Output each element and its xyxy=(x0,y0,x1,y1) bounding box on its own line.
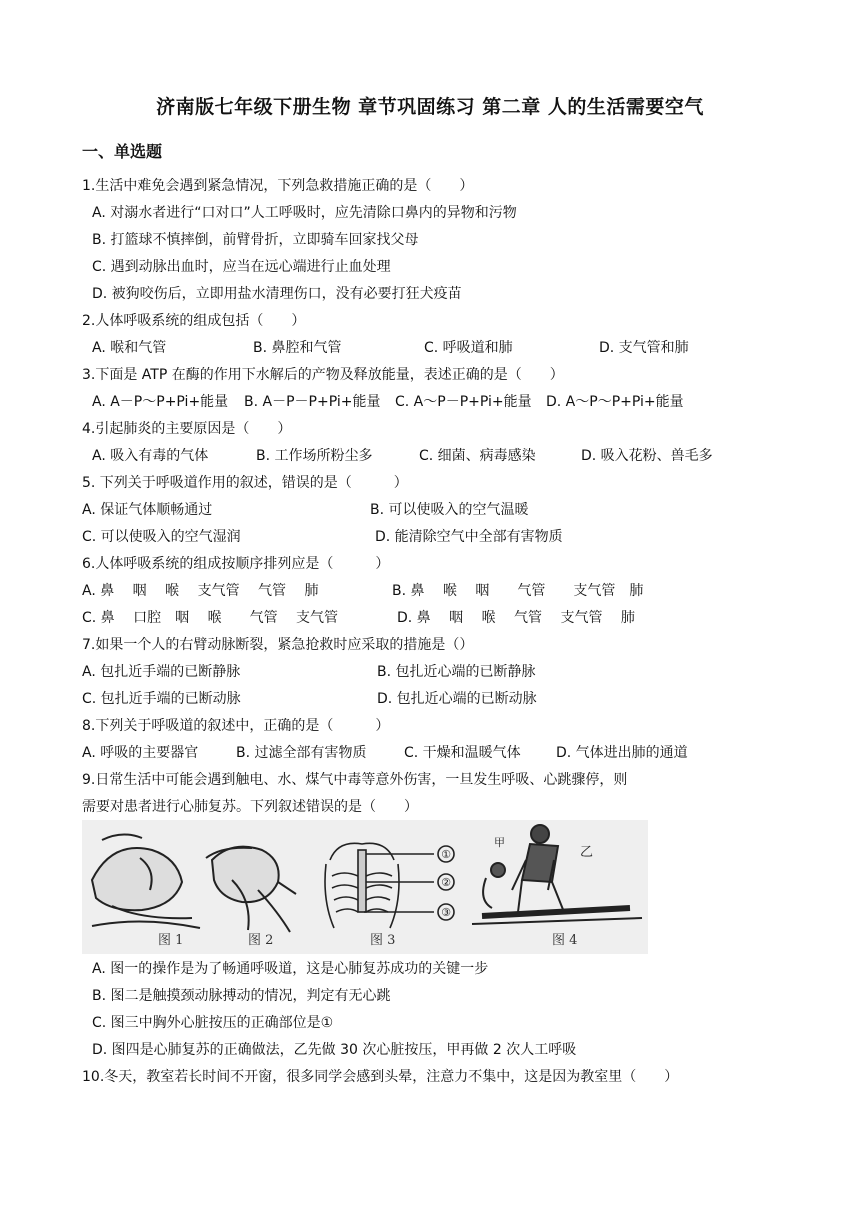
figure-caption-3: 图 3 xyxy=(370,933,396,948)
q2-options-row xyxy=(92,338,772,358)
q8-option-d: D. 气体进出肺的通道 xyxy=(556,745,688,761)
page-title: 济南版七年级下册生物 章节巩固练习 第二章 人的生活需要空气 xyxy=(156,96,704,118)
q2-option-a: A. 喉和气管 xyxy=(92,340,167,356)
q6-options-row-2 xyxy=(82,608,762,628)
cpr-illustration xyxy=(82,820,648,954)
figure-person-yi: 乙 xyxy=(580,845,594,860)
q8-option-c: C. 干燥和温暖气体 xyxy=(404,745,521,761)
q9-option-a: A. 图一的操作是为了畅通呼吸道，这是心肺复苏成功的关键一步 xyxy=(92,961,489,977)
q3-option-b: B. A－P－P+Pi+能量 xyxy=(244,394,381,410)
q7-option-d: D. 包扎近心端的已断动脉 xyxy=(377,691,537,707)
q2-option-b: B. 鼻腔和气管 xyxy=(253,340,342,356)
q6-option-b: B. 鼻 喉 咽 气管 支气管 肺 xyxy=(392,583,644,599)
q3-option-d: D. A～P～P+Pi+能量 xyxy=(546,394,684,410)
figure-caption-1: 图 1 xyxy=(158,933,184,948)
question-8-stem: 8.下列关于呼吸道的叙述中，正确的是（ ） xyxy=(82,718,390,734)
figure-caption-4: 图 4 xyxy=(552,933,578,948)
q5-options-row-1 xyxy=(82,500,762,520)
q8-option-a: A. 呼吸的主要器官 xyxy=(82,745,199,761)
q9-option-c: C. 图三中胸外心脏按压的正确部位是① xyxy=(92,1015,334,1031)
q9-option-b: B. 图二是触摸颈动脉搏动的情况，判定有无心跳 xyxy=(92,988,391,1004)
q5-option-d: D. 能清除空气中全部有害物质 xyxy=(375,529,563,545)
question-1-stem: 1.生活中难免会遇到紧急情况，下列急救措施正确的是（ ） xyxy=(82,178,474,194)
q5-options-row-2 xyxy=(82,527,762,547)
q6-option-c: C. 鼻 口腔 咽 喉 气管 支气管 xyxy=(82,610,339,626)
q5-option-c: C. 可以使吸入的空气湿润 xyxy=(82,529,241,545)
q7-options-row-2 xyxy=(82,689,762,709)
q3-option-c: C. A～P－P+Pi+能量 xyxy=(395,394,532,410)
q4-option-a: A. 吸入有毒的气体 xyxy=(92,448,209,464)
q6-option-d: D. 鼻 咽 喉 气管 支气管 肺 xyxy=(397,610,635,626)
question-9-stem-line-1: 9.日常生活中可能会遇到触电、水、煤气中毒等意外伤害，一旦发生呼吸、心跳骤停，则 xyxy=(82,772,628,788)
question-2-stem: 2.人体呼吸系统的组成包括（ ） xyxy=(82,313,306,329)
q4-option-b: B. 工作场所粉尘多 xyxy=(256,448,373,464)
question-9-stem-line-2: 需要对患者进行心肺复苏。下列叙述错误的是（ ） xyxy=(82,799,418,815)
figure-person-jia: 甲 xyxy=(494,836,505,849)
q6-option-a: A. 鼻 咽 喉 支气管 气管 肺 xyxy=(82,583,319,599)
q4-options-row xyxy=(92,446,772,466)
q7-options-row-1 xyxy=(82,662,762,682)
figure-marker-3: ③ xyxy=(441,906,451,919)
q6-options-row-1 xyxy=(82,581,762,601)
figure-caption-2: 图 2 xyxy=(248,933,274,948)
question-10-stem: 10.冬天，教室若长时间不开窗，很多同学会感到头晕，注意力不集中，这是因为教室里（ ） xyxy=(82,1069,679,1085)
q1-option-b: B. 打篮球不慎摔倒，前臂骨折，立即骑车回家找父母 xyxy=(92,232,419,248)
question-6-stem: 6.人体呼吸系统的组成按顺序排列应是（ ） xyxy=(82,556,390,572)
q4-option-d: D. 吸入花粉、兽毛多 xyxy=(581,448,713,464)
q7-option-a: A. 包扎近手端的已断静脉 xyxy=(82,664,241,680)
question-3-stem: 3.下面是 ATP 在酶的作用下水解后的产物及释放能量，表述正确的是（ ） xyxy=(82,367,564,383)
q2-option-c: C. 呼吸道和肺 xyxy=(424,340,513,356)
q8-options-row xyxy=(82,743,762,763)
figure-marker-1: ① xyxy=(441,848,451,861)
q3-option-a: A. A－P～P+Pi+能量 xyxy=(92,394,229,410)
q7-option-b: B. 包扎近心端的已断静脉 xyxy=(377,664,536,680)
q3-options-row xyxy=(92,392,772,412)
q1-option-d: D. 被狗咬伤后，立即用盐水清理伤口，没有必要打狂犬疫苗 xyxy=(92,286,462,302)
q9-option-d: D. 图四是心肺复苏的正确做法，乙先做 30 次心脏按压，甲再做 2 次人工呼吸 xyxy=(92,1042,577,1058)
section-heading: 一、单选题 xyxy=(82,142,163,161)
question-4-stem: 4.引起肺炎的主要原因是（ ） xyxy=(82,421,292,437)
question-7-stem: 7.如果一个人的右臂动脉断裂，紧急抢救时应采取的措施是（） xyxy=(82,637,474,653)
q7-option-c: C. 包扎近手端的已断动脉 xyxy=(82,691,241,707)
q1-option-a: A. 对溺水者进行“口对口”人工呼吸时，应先清除口鼻内的异物和污物 xyxy=(92,205,517,221)
q2-option-d: D. 支气管和肺 xyxy=(599,340,689,356)
q8-option-b: B. 过滤全部有害物质 xyxy=(236,745,367,761)
question-5-stem: 5. 下列关于呼吸道作用的叙述，错误的是（ ） xyxy=(82,475,408,491)
q1-option-c: C. 遇到动脉出血时，应当在远心端进行止血处理 xyxy=(92,259,391,275)
q4-option-c: C. 细菌、病毒感染 xyxy=(419,448,536,464)
q5-option-a: A. 保证气体顺畅通过 xyxy=(82,502,213,518)
cpr-figure xyxy=(82,820,648,954)
q5-option-b: B. 可以使吸入的空气温暖 xyxy=(370,502,529,518)
figure-marker-2: ② xyxy=(441,876,451,889)
